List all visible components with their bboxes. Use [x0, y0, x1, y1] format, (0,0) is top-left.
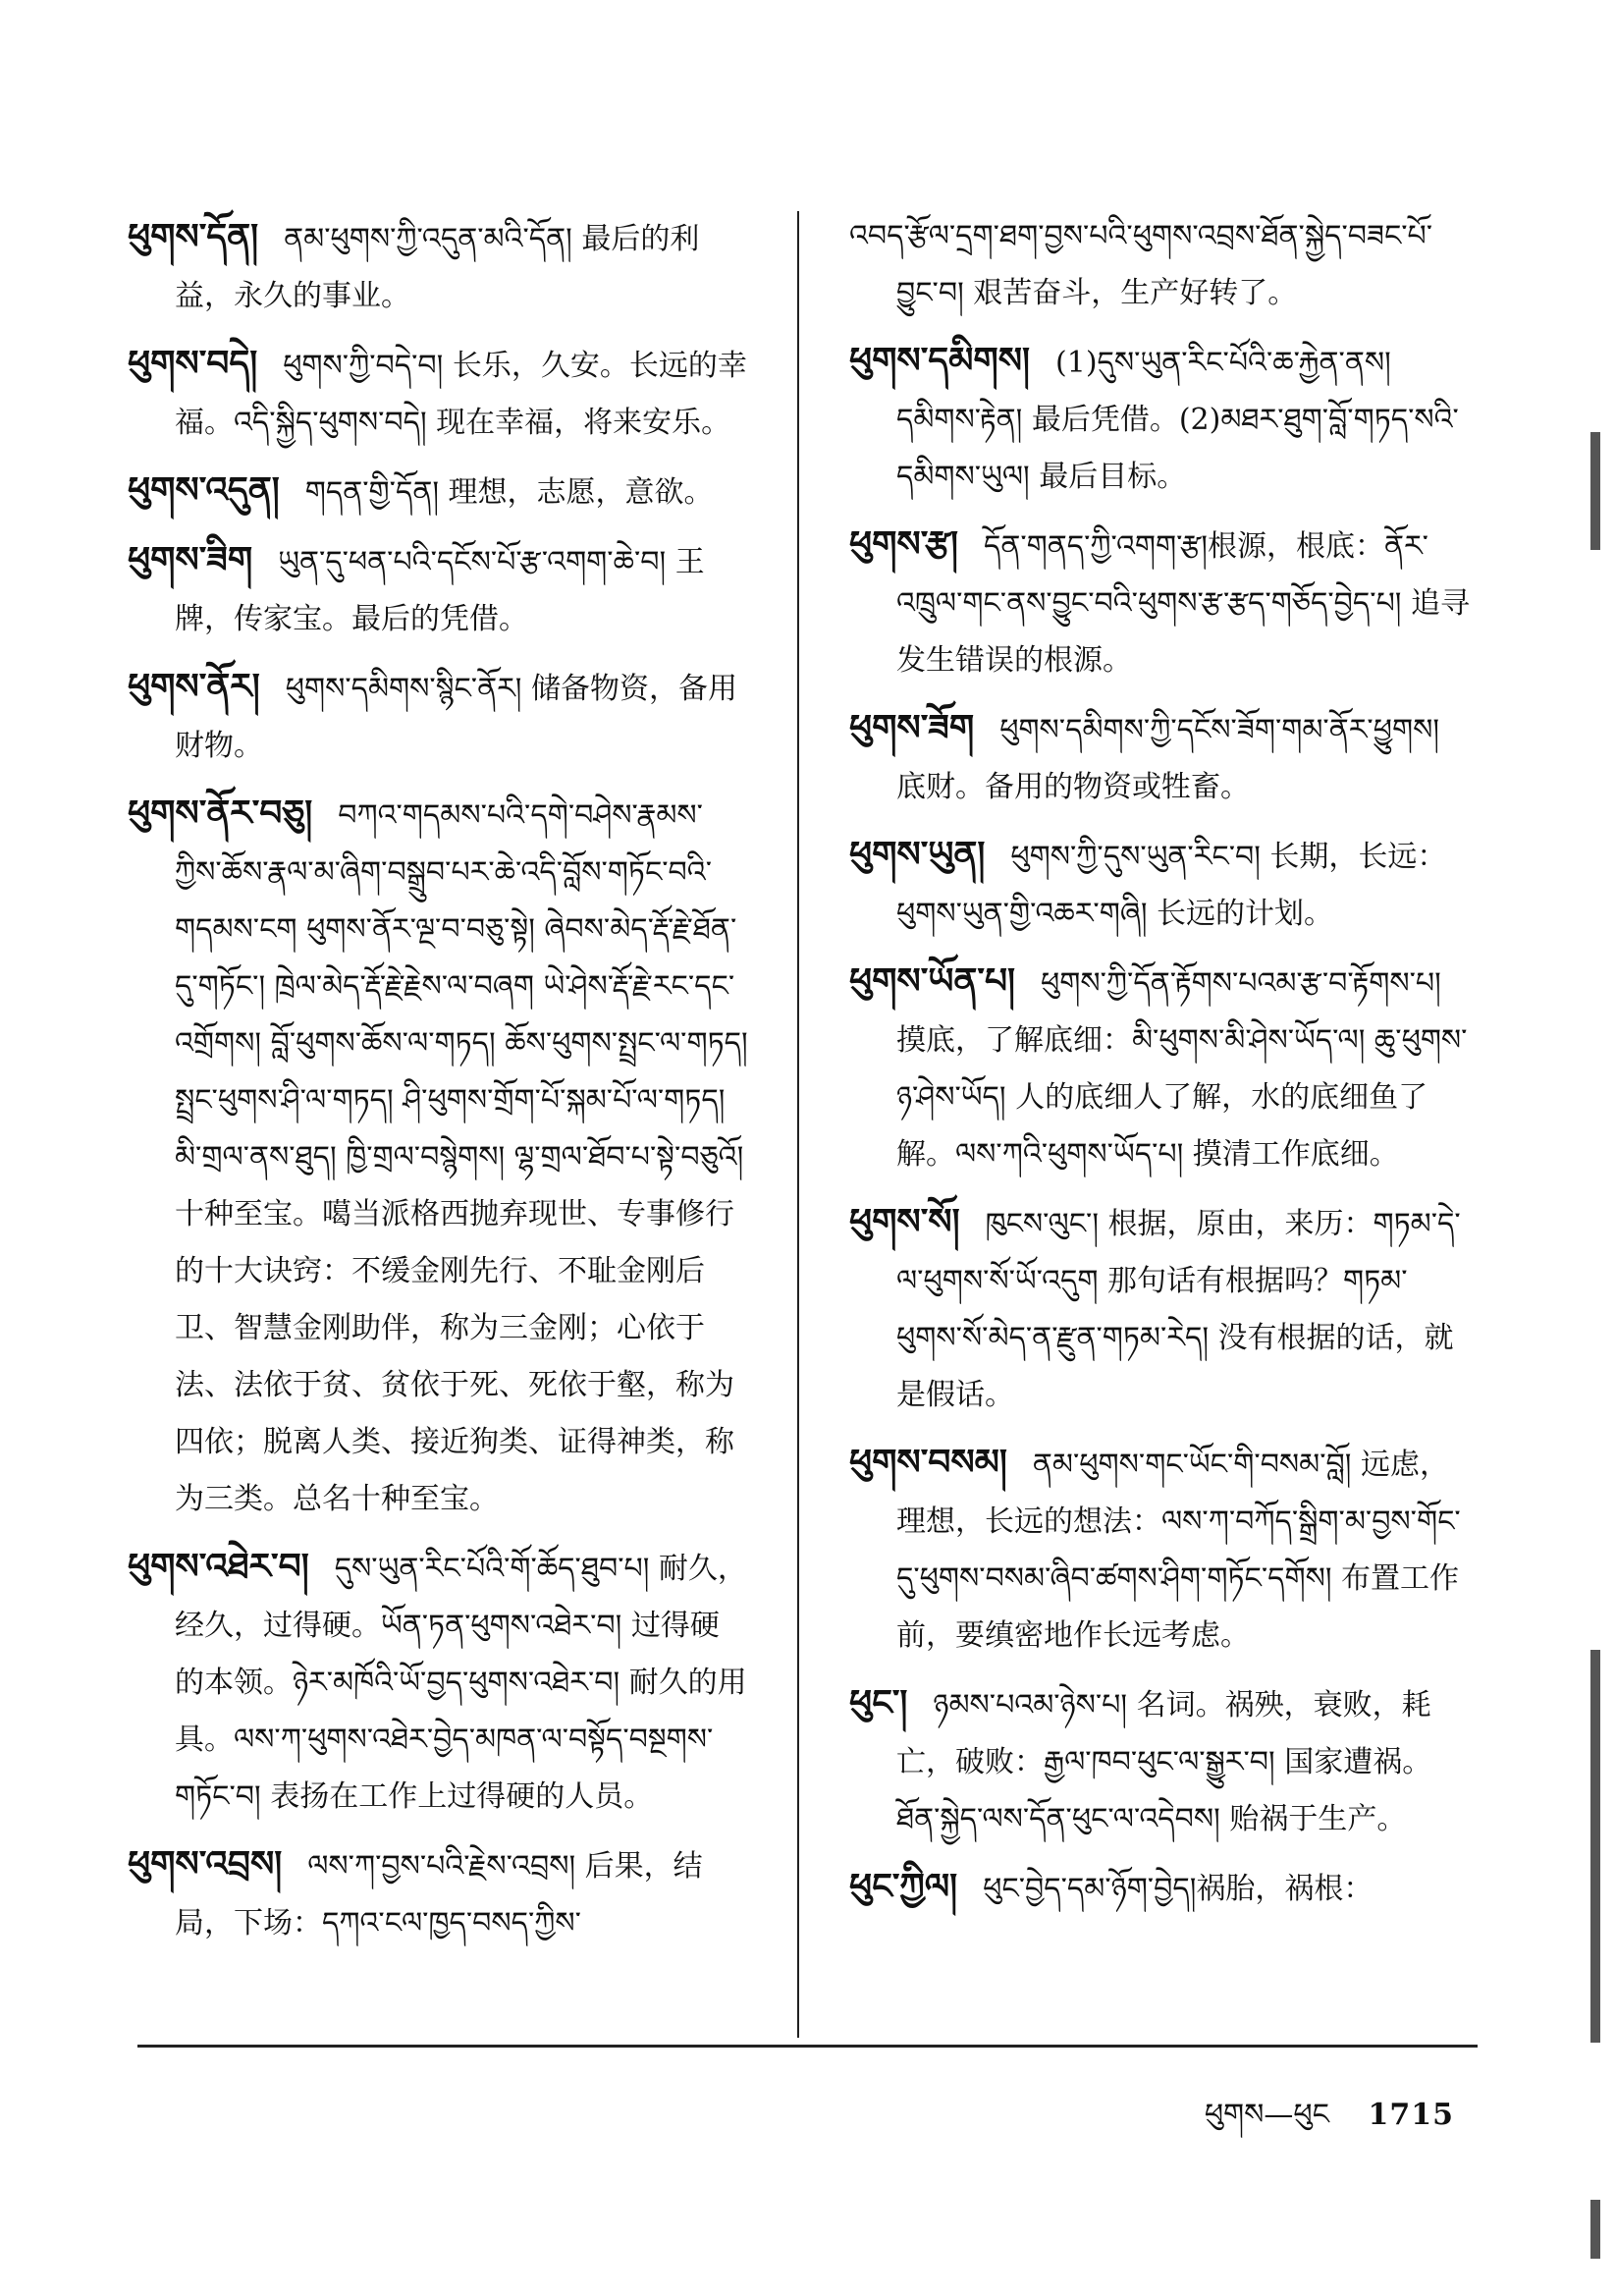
headword: ཕུགས་ནོར།: [128, 666, 260, 707]
headword: ཕུགས་ཡོན་པ།: [849, 960, 1016, 1002]
definition: ཉམས་པའམ་ཉེས་པ། 名词。祸殃，衰败，耗亡，破败：རྒྱལ་ཁབ་ཕུང་ལ་སྒྱུར་བ། 国家遭祸。ཐོན་སྐྱེད་ལས་དོན་ཕུང་ལ་འདེབས། 贻祸于生产。: [896, 1688, 1432, 1836]
dictionary-entry-continued: [849, 208, 1470, 322]
headword: ཕུགས་འདུན།: [128, 469, 280, 511]
headword-range: ཕུགས—ཕུང: [1204, 2098, 1329, 2132]
page-footer: [1205, 2082, 1454, 2164]
definition: (1)དུས་ཡུན་རིང་པོའི་ཆ་རྐྱེན་ནས། དམིགས་རྟེན། 最后凭借。(2)མཐར་ཐུག་བློ་གཏད་སའི་དམིགས་ཡུལ། 最后目标。: [896, 346, 1459, 494]
dictionary-entry: [849, 1858, 1470, 1918]
headword: ཕུགས་རྩ།: [849, 523, 958, 565]
headword: ཕུགས་ཟོག: [849, 707, 975, 748]
headword: ཕུགས་དོན།: [128, 216, 259, 257]
definition: ཡུན་དུ་ཕན་པའི་དངོས་པོ་རྩ་འགག་ཆེ་བ། 王牌，传家宝。最后的凭借。: [175, 545, 705, 636]
dictionary-entry: [849, 826, 1470, 943]
definition: འབད་རྩོལ་དྲག་ཐག་བྱས་པའི་ཕུགས་འབྲས་ཐོན་སྐྱེད་བཟང་པོ་བྱུང་བ། 艰苦奋斗，生产好转了。: [849, 219, 1433, 310]
definition: ཕུགས་ཀྱི་དོན་རྟོགས་པའམ་རྩ་བ་རྟོགས་པ། 摸底，了解底细：མི་ཕུགས་མི་ཤེས་ཡོད་ལ། ཆུ་ཕུགས་ཉ་ཤེས་ཡོད། 人的底细人了解，水的底细鱼了解。ལས་ཀའི་ཕུགས་ཡོད་པ། 摸清工作底细。: [896, 966, 1468, 1172]
headword: ཕུང་ཀྱིལ།: [849, 1866, 958, 1907]
dictionary-entry: [849, 1674, 1470, 1848]
definition: དོན་གནད་ཀྱི་འགག་རྩ།根源，根底：ནོར་འཁྲུལ་གང་ནས་བྱུང་བའི་ཕུགས་རྩ་རྩད་གཅོད་བྱེད་པ། 追寻发生错误的根源。: [896, 529, 1471, 678]
dictionary-entry: [849, 332, 1470, 506]
dictionary-entry: [128, 335, 748, 452]
dictionary-entry: [128, 1835, 748, 1952]
headword: ཕུགས་སོ།: [849, 1201, 960, 1242]
definition: ནམ་ཕུགས་ཀྱི་འདུན་མའི་དོན། 最后的利益，永久的事业。: [175, 222, 700, 313]
dictionary-entry: [128, 785, 748, 1528]
right-column: [849, 208, 1470, 1928]
dictionary-entry: [849, 953, 1470, 1183]
left-column: [128, 208, 748, 1962]
headword: ཕུགས་འབྲས།: [128, 1843, 283, 1885]
dictionary-entry: [128, 462, 748, 521]
definition: ཁུངས་ལུང་། 根据，原由，来历：གཏམ་དེ་ལ་ཕུགས་སོ་ཡོ་འདུག 那句话有根据吗？གཏམ་ཕུགས་སོ་མེད་ན་རྫུན་གཏམ་རེད། 没有根据的话，就是假话。: [896, 1207, 1461, 1412]
headword: ཕུང་།: [849, 1682, 908, 1723]
definition: ཕུགས་ཀྱི་དུས་ཡུན་རིང་བ། 长期，长远：ཕུགས་ཡུན་གྱི་འཆར་གཞི། 长远的计划。: [896, 840, 1447, 931]
headword: ཕུགས་དམིགས།: [849, 340, 1031, 381]
dictionary-entry: [128, 208, 748, 325]
scan-edge-marks: [1585, 59, 1606, 2278]
dictionary-entry: [849, 1434, 1470, 1665]
headword: ཕུགས་ཡུན།: [849, 834, 986, 875]
definition: ཕུགས་དམིགས་སྙིང་ནོར། 储备物资，备用财物。: [175, 672, 737, 763]
page-number: 1715: [1368, 2098, 1454, 2132]
headword: ཕུགས་བདེ།: [128, 343, 258, 384]
footer-rule: [137, 2045, 1478, 2048]
definition: ལས་ཀ་བྱས་པའི་རྗེས་འབྲས། 后果，结局，下场：དཀའ་ངལ་ཁྱད་བསད་ཀྱིས་: [175, 1849, 703, 1941]
headword: ཕུགས་ནོར་བཅུ།: [128, 793, 313, 834]
definition: བཀའ་གདམས་པའི་དགེ་བཤེས་རྣམས་ཀྱིས་ཆོས་རྣལ་མ་ཞིག་བསྒྲུབ་པར་ཆེ་འདི་བློས་གཏོང་བའི་གདམས་ངག ཕུགས་ནོར་ལྔ་བ་བཅུ་སྟེ། ཞེབས་མེད་རྡོ་རྗེ་ཐོན་དུ་གཏོང་། ཁྲེལ་མེད་རྡོ་རྗེ་རྗེས་ལ་བཞག ཡེ་ཤེས་རྡོ་རྗེ་རང་དང་འགྲོགས། བློ་ཕུགས་ཆོས་ལ་གཏད། ཆོས་ཕུགས་སྤྲང་ལ་གཏད། སྤྲང་ཕུགས་ཤི་ལ་གཏད། ཤི་ཕུགས་གྲོག་པོ་སྐམ་པོ་ལ་གཏད། མི་གྲལ་ནས་ཐུད། ཁྱི་གྲལ་བསྙེགས། ལྷ་གྲལ་ཐོབ་པ་སྟེ་བཅུའོ། 十种至宝。噶当派格西抛弃现世、专事修行的十大诀窍：不缓金刚先行、不耻金刚后卫、智慧金刚助伴，称为三金刚；心依于法、法依于贫、贫依于死、死依于壑，称为四依；脱离人类、接近狗类、证得神类，称为三类。总名十种至宝。: [175, 798, 748, 1516]
definition: དུས་ཡུན་རིང་པོའི་གོ་ཆོད་ཐུབ་པ། 耐久，经久，过得硬。ཡོན་ཏན་ཕུགས་འཐེར་བ། 过得硬的本领。ཉེར་མཁོའི་ཡོ་བྱད་ཕུགས་འཐེར་བ། 耐久的用具。ལས་ཀ་ཕུགས་འཐེར་བྱེད་མཁན་ལ་བསྟོད་བསྔགས་གཏོང་བ། 表扬在工作上过得硬的人员。: [175, 1552, 747, 1814]
column-divider: [797, 211, 799, 2038]
headword: ཕུགས་འཐེར་བ།: [128, 1546, 309, 1587]
headword: ཕུགས་ཟིག: [128, 539, 253, 580]
headword: ཕུགས་བསམ།: [849, 1442, 1007, 1483]
definition: ཕུང་བྱེད་དམ་ཉོག་བྱེད།祸胎，祸根：: [983, 1872, 1374, 1906]
dictionary-entry: [849, 516, 1470, 689]
dictionary-entry: [128, 531, 748, 648]
definition: གདན་གྱི་དོན། 理想，志愿，意欲。: [304, 475, 714, 510]
dictionary-entry: [128, 658, 748, 775]
definition: ཕུགས་དམིགས་ཀྱི་དངོས་ཟོག་གམ་ནོར་ཕྱུགས། 底财。备用的物资或牲畜。: [896, 713, 1439, 804]
definition: ནམ་ཕུགས་གང་ཡོང་གི་བསམ་བློ། 远虑，理想，长远的想法：ལས་ཀ་བཀོད་སྒྲིག་མ་བྱས་གོང་དུ་ཕུགས་བསམ་ཞིབ་ཚགས་ཤིག་གཏོང་དགོས། 布置工作前，要缜密地作长远考虑。: [896, 1448, 1461, 1653]
dictionary-entry: [849, 1193, 1470, 1424]
dictionary-entry: [128, 1538, 748, 1826]
dictionary-entry: [849, 699, 1470, 816]
definition: ཕུགས་ཀྱི་བདེ་བ། 长乐，久安。长远的幸福。འདི་སྐྱིད་ཕུགས་བདེ། 现在幸福，将来安乐。: [175, 349, 747, 440]
